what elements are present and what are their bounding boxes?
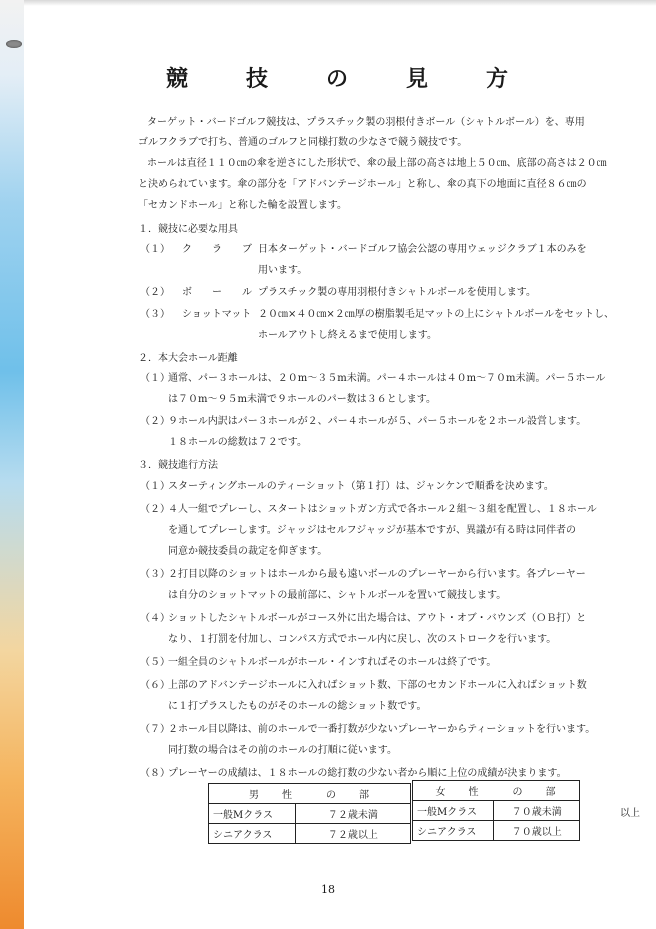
s1-item1-line1: 日本ターゲット・バードゴルフ協会公認の専用ウェッジクラブ１本のみを (258, 244, 587, 255)
s3-item2-line2: を通してプレーします。ジャッジはセルフジャッジが基本ですが、異議が有る時は同伴者の (168, 525, 576, 536)
intro-line-4: と決められています。傘の部分を「アドバンテージホール」と称し、傘の真下の地面に直径８６㎝の (138, 179, 587, 190)
intro-line-5: 「セカンドホール」と称した輪を設置します。 (138, 200, 347, 211)
s2-item1-num: （１） (140, 373, 170, 384)
table-row (209, 804, 411, 824)
s3-item6-num: （６） (140, 680, 170, 691)
table-row (413, 821, 580, 841)
page-title: 競 技 の 見 方 (165, 66, 526, 92)
women-row2-class: シニアクラス (413, 821, 494, 841)
s1-item3-line1: ２０㎝×４０㎝×２㎝厚の樹脂製毛足マットの上にシャトルボールをセットし、 (258, 309, 614, 320)
binding-hole (6, 40, 22, 48)
table-row (413, 801, 580, 821)
men-table-header: 男 性 の 部 (209, 784, 411, 804)
s3-item6-line1: 上部のアドバンテージホールに入ればショット数、下部のセカンドホールに入ればショット数 (168, 680, 587, 691)
s3-item8-num: （８） (140, 768, 170, 779)
intro-line-1: ターゲット・バードゴルフ競技は、プラスチック製の羽根付きボール（シャトルボール）を、専用 (147, 117, 585, 128)
s3-item4-line2: なり、１打罰を付加し、コンパス方式でホール内に戻し、次のストロークを行います。 (168, 634, 557, 645)
men-class-table (208, 783, 411, 844)
page-top-shadow (24, 0, 656, 6)
s2-item2-line2: １８ホールの総数は７２です。 (168, 437, 307, 448)
men-row2-class: シニアクラス (209, 824, 296, 844)
s1-item3-line2: ホールアウトし終えるまで使用します。 (258, 330, 437, 341)
end-mark: 以上 (620, 808, 640, 819)
section3-heading: ３．競技進行方法 (138, 460, 218, 471)
s3-item1-num: （１） (140, 481, 170, 492)
s3-item5-line1: 一組全員のシャトルボールがホール・インすればそのホールは終了です。 (168, 657, 497, 668)
intro-line-3: ホールは直径１１０㎝の傘を逆さにした形状で、傘の最上部の高さは地上５０㎝、底部の高さは２０㎝ (147, 158, 607, 169)
s3-item4-num: （４） (140, 613, 170, 624)
s2-item1-line1: 通常、パー３ホールは、２０m～３５m未満。パー４ホールは４０m～７０m未満。パー５ホール (168, 373, 606, 384)
women-row1-class: 一般Mクラス (413, 801, 494, 821)
s2-item1-line2: は７０m～９５m未満で９ホールのパー数は３６とします。 (168, 394, 436, 405)
s3-item7-num: （７） (140, 724, 170, 735)
s3-item8-line1: プレーヤーの成績は、１８ホールの総打数の少ない者から順に上位の成績が決まります。 (168, 768, 567, 779)
page-number: 18 (321, 883, 335, 896)
s3-item3-line2: は自分のショットマットの最前部に、シャトルボールを置いて競技します。 (168, 590, 507, 601)
s3-item1-line1: スターティングホールのティーショット（第１打）は、ジャンケンで順番を決めます。 (168, 481, 554, 492)
s3-item3-line1: ２打目以降のショットはホールから最も遠いボールのプレーヤーから行います。各プレーヤー (168, 569, 586, 580)
section1-heading: １．競技に必要な用具 (138, 224, 238, 235)
men-row1-class: 一般Mクラス (209, 804, 296, 824)
s1-item1-line2: 用います。 (258, 265, 308, 276)
women-row2-age: ７０歳以上 (494, 821, 580, 841)
s1-item1-num: （１） (140, 244, 170, 255)
table-row (209, 824, 411, 844)
s3-item7-line1: ２ホール目以降は、前のホールで一番打数が少ないプレーヤーからティーショットを行います。 (168, 724, 596, 735)
s3-item2-line3: 同意か競技委員の裁定を仰ぎます。 (168, 546, 328, 557)
s3-item2-line1: ４人一組でプレーし、スタートはショットガン方式で各ホール２組～３組を配置し、１８ホール (168, 504, 597, 515)
women-table-header: 女 性 の 部 (413, 781, 580, 801)
women-class-table (412, 780, 580, 841)
s2-item2-line1: ９ホール内訳はパー３ホールが２、パー４ホールが５、パー５ホールを２ホール設営します。 (168, 416, 587, 427)
s3-item6-line2: に１打プラスしたものがそのホールの総ショット数です。 (168, 701, 427, 712)
s1-item3-label: ショットマット (182, 309, 252, 320)
s1-item1-label: ク ラ ブ (182, 244, 252, 255)
binding-edge (0, 0, 24, 929)
men-row2-age: ７２歳以上 (295, 824, 410, 844)
s2-item2-num: （２） (140, 416, 170, 427)
women-row1-age: ７０歳未満 (494, 801, 580, 821)
s3-item7-line2: 同打数の場合はその前のホールの打順に従います。 (168, 745, 397, 756)
s1-item3-num: （３） (140, 309, 170, 320)
s1-item2-label: ボ ー ル (182, 287, 252, 298)
s3-item3-num: （３） (140, 569, 170, 580)
s3-item2-num: （２） (140, 504, 170, 515)
s3-item5-num: （５） (140, 657, 170, 668)
section2-heading: ２．本大会ホール距離 (138, 353, 238, 364)
s3-item4-line1: ショットしたシャトルボールがコース外に出た場合は、アウト・オブ・バウンズ（ＯＢ打）と (168, 613, 587, 624)
men-row1-age: ７２歳未満 (295, 804, 410, 824)
s1-item2-line1: プラスチック製の専用羽根付きシャトルボールを使用します。 (258, 287, 536, 298)
intro-line-2: ゴルフクラブで打ち、普通のゴルフと同様打数の少なさで競う競技です。 (138, 137, 468, 148)
s1-item2-num: （２） (140, 287, 170, 298)
